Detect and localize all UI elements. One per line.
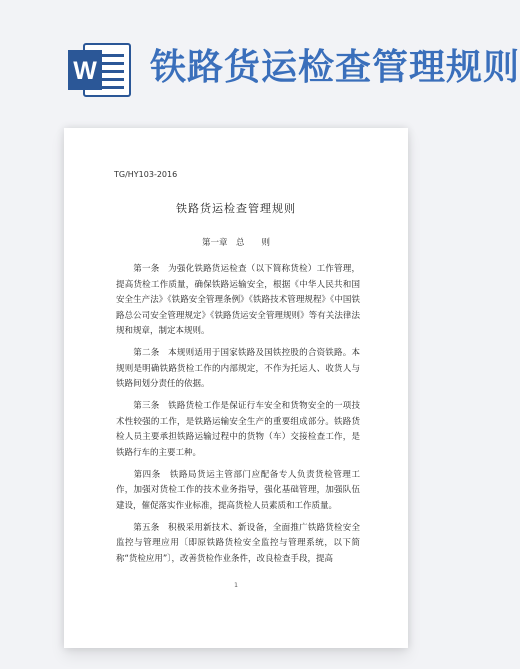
chapter-heading: 第一章 总 则 [201, 238, 270, 248]
header-banner [0, 0, 520, 120]
article-text: 第五条 积极采用新技术、新设备，全面推广铁路货检安全监控与管理应用〔即原铁路货检安全监控与管理系统，以下简称“货检应用”〕，改善货检作业条件，改良检查手段，提高 [116, 522, 360, 564]
article-text: 第四条 铁路局货运主管部门应配备专人负责货检管理工作，加强对货检工作的技术业务指导，强化基础管理，加强队伍建设，催促落实作业标准，提高货检人员素质和工作质量。 [116, 469, 360, 511]
word-document-icon [66, 40, 132, 100]
page-number: 1 [234, 582, 238, 589]
article-text: 第二条 本规则适用于国家铁路及国铁控股的合资铁路。本规则是明确铁路货检工作的内部规定，不作为托运人、收货人与铁路间划分责任的依据。 [116, 348, 360, 390]
article-paragraph [116, 346, 360, 393]
word-logo-letter: W [73, 57, 97, 85]
document-title: 铁路货运检查管理规则 [176, 202, 296, 215]
document-page [64, 128, 408, 648]
article-paragraph [116, 468, 360, 515]
document-code: TG/HY103-2016 [114, 170, 178, 179]
banner-title: 铁路货运检查管理规则 [150, 47, 520, 88]
article-paragraph [116, 399, 360, 461]
document-body [116, 262, 360, 574]
article-text: 第三条 铁路货检工作是保证行车安全和货物安全的一项技术性较强的工作，是铁路运输安全生产的重要组成部分。铁路货检人员主要承担铁路运输过程中的货物（车）交接检查工作，是铁路行车的主要工种。 [116, 401, 360, 458]
article-paragraph [116, 521, 360, 568]
article-text: 第一条 为强化铁路货运检查（以下简称货检）工作管理，提高货检工作质量，确保铁路运输安全，根据《中华人民共和国安全生产法》《铁路安全管理条例》《铁路技术管理规程》《中国铁路总公司安全管理规定》《铁路货运安全管理规则》等有关法律法规和规章，制定本规则。 [116, 264, 360, 337]
article-paragraph [116, 262, 360, 340]
